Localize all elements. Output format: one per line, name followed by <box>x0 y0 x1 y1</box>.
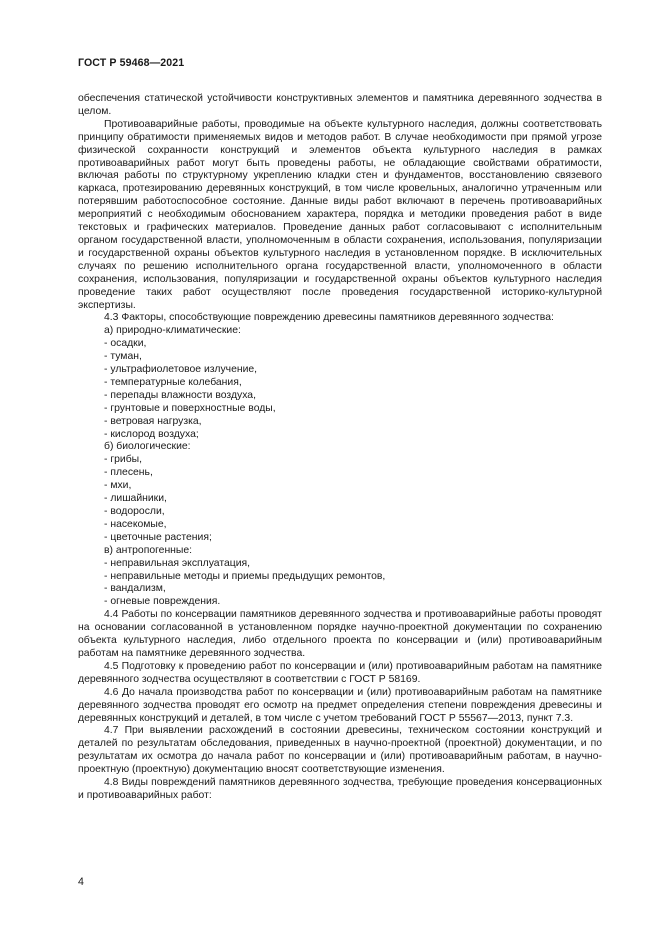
list-heading: а) природно-климатические: <box>104 325 241 337</box>
clause-4-6: 4.6 До начала производства работ по консервации и (или) противоаварийным работам на памятнике деревянного зодчества проводят его осмотр на предмет определения степени повреждения древесины и деревянных конструкций и деталей, в том числе с учетом требований ГОСТ Р 55567—2013, пункт 7.3. <box>78 686 602 724</box>
paragraph: Противоаварийные работы, проводимые на объекте культурного наследия, должны соответствовать принципу обратимости применяемых видов и методов работ. В случае необходимости при прямой угрозе физической сохранности конструкций и элементов объекта культурного наследия в рамках противоаварийных работ могут быть проведены работы, не обладающие свойствами обратимости, включая работы по структурному укреплению кладки стен и фундаментов, восстановлению связевого каркаса, протезированию деревянных конструкций, в том числе кровельных, аналогично утраченным или потерявшим работоспособное состояние. Данные виды работ включают в перечень противоаварийных мероприятий с необходимым обоснованием характера, порядка и методики проведения работ в виде текстовых и графических материалов. Проведение данных работ согласовывают с исполнительным органом государственной власти, уполномоченным в области сохранения, использования, популяризации и государственной охраны объектов культурного наследия в установленном порядке. В исключительных случаях по решению исполнительного органа государственной власти, уполномоченного в области сохранения, использования, популяризации и государственной охраны объектов культурного наследия проведение таких работ осуществляют после проведения государственной историко-культурной экспертизы. <box>78 118 602 311</box>
list-heading: б) биологические: <box>104 441 191 453</box>
document-body <box>78 93 602 803</box>
list-item: - вандализм, <box>104 583 166 595</box>
list-item: - туман, <box>104 351 142 363</box>
list-item: - грибы, <box>104 454 143 466</box>
list-item: - неправильная эксплуатация, <box>104 557 251 569</box>
list-item: - мхи, <box>104 480 132 492</box>
list-item: - перепады влажности воздуха, <box>104 389 256 401</box>
list-item: - лишайники, <box>104 493 167 505</box>
list-item: - цветочные растения; <box>104 531 212 543</box>
list-item: - плесень, <box>104 467 153 479</box>
list-item: - кислород воздуха; <box>104 428 199 440</box>
list-heading: в) антропогенные: <box>104 544 193 556</box>
page-number: 4 <box>78 876 84 888</box>
clause-4-8: 4.8 Виды повреждений памятников деревянного зодчества, требующие проведения консервационных и противоаварийных работ: <box>78 777 602 801</box>
clause-4-7: 4.7 При выявлении расхождений в состоянии древесины, техническом состоянии конструкций и деталей по результатам обследования, приведенных в научно-проектной (проектной) документации, и по результатам их осмотра до начала работ по консервации и (или) противоаварийным работам, в научно-проектную (проектную) документацию вносят соответствующие изменения. <box>78 725 602 776</box>
list-item: - ультрафиолетовое излучение, <box>104 364 258 376</box>
list-item: - осадки, <box>104 338 147 350</box>
list-item: - неправильные методы и приемы предыдущих ремонтов, <box>104 570 386 582</box>
clause-4-5: 4.5 Подготовку к проведению работ по консервации и (или) противоаварийным работам на памятнике деревянного зодчества осуществляют в соответствии с ГОСТ Р 58169. <box>78 660 602 685</box>
clause-4-4: 4.4 Работы по консервации памятников деревянного зодчества и противоаварийные работы проводят на основании согласованной в установленном порядке научно-проектной документации по сохранению объекта культурного наследия, либо отдельного проекта по консервации и (или) противоаварийным работам на памятнике деревянного зодчества. <box>78 609 602 659</box>
list-item: - грунтовые и поверхностные воды, <box>104 402 276 414</box>
paragraph: обеспечения статической устойчивости конструктивных элементов и памятника деревянного зодчества в целом. <box>78 93 602 117</box>
standard-header: ГОСТ Р 59468—2021 <box>78 57 185 69</box>
list-item: - насекомые, <box>104 518 167 530</box>
list-item: - водоросли, <box>104 506 165 517</box>
list-item: - температурные колебания, <box>104 376 242 388</box>
clause-4-3: 4.3 Факторы, способствующие повреждению древесины памятников деревянного зодчества: <box>104 312 554 324</box>
list-item: - ветровая нагрузка, <box>104 415 202 427</box>
list-item: - огневые повреждения. <box>104 596 221 608</box>
